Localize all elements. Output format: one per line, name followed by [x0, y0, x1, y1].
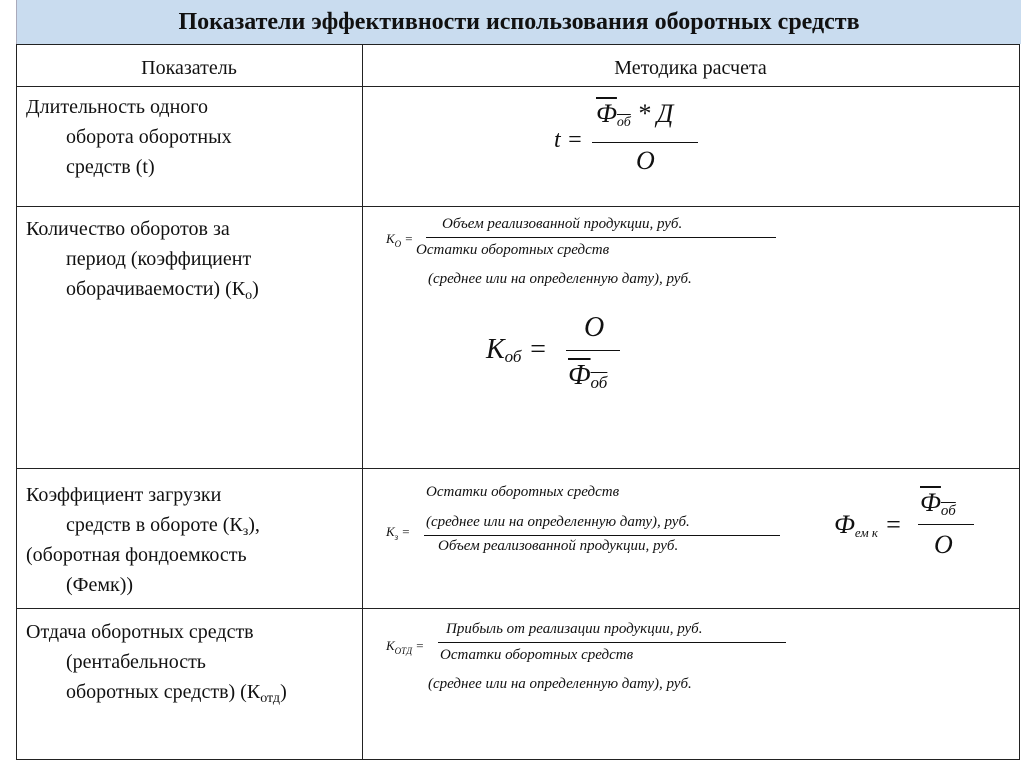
column-divider	[362, 44, 363, 760]
header-indicator: Показатель	[141, 57, 237, 79]
fraction-bar	[438, 642, 786, 643]
fraction-bar	[566, 350, 620, 351]
table-border-left	[16, 44, 17, 760]
fraction-bar	[918, 524, 974, 525]
title-bar	[16, 0, 1021, 44]
header-method: Методика расчета	[614, 57, 767, 79]
row-divider	[16, 206, 1020, 207]
header-divider	[16, 86, 1020, 87]
table-border-right	[1019, 44, 1020, 760]
fraction-bar	[424, 535, 780, 536]
table-border-top	[16, 44, 1020, 45]
indicator-cell: Отдача оборотных средств (рентабельность оборотных средств) $(К_{отд})$	[26, 621, 287, 706]
indicators-table: Показатель Методика расчета Длительность одного оборота оборотных средств (t) Количество оборотов за период (коэффициент оборачиваемости) $(К_о)$ Коэффициент загрузки средств в обороте $(К_з)$, (оборотная фондоемкость (Фемк)) Отдача оборотных средств (рентабельность оборотных средств) $(К_{отд})$ t = $Ф_{об}$ * Д О $К_О$ = Объем реализованной продукции, руб. Остатки оборотных средств (среднее или на определенную дату), руб. $К_{об}$ = О $Ф_{об}$ $К_з$ = Остатки оборотных средств (среднее или на определенную дату), руб. Объем реализованной продукции, руб. $Ф_{ем к}$ = $Ф_{об}$ О $К_{ОТД}$ = Прибыль от реализации продукции, руб. Остатки оборотных средств (среднее или на определенную дату), руб.	[16, 44, 1020, 760]
page-title: Показатели эффективности использования оборотных средств	[178, 9, 860, 35]
row-divider	[16, 468, 1020, 469]
indicator-cell: Количество оборотов за период (коэффициент оборачиваемости) $(К_о)$	[26, 218, 259, 303]
table-border-bottom	[16, 759, 1020, 760]
row-divider	[16, 608, 1020, 609]
fraction-bar	[592, 142, 698, 143]
indicator-cell: Длительность одного оборота оборотных средств (t)	[26, 96, 232, 178]
fraction-bar	[426, 237, 776, 238]
indicator-cell: Коэффициент загрузки средств в обороте $(К_з)$, (оборотная фондоемкость (Фемк))	[26, 484, 260, 596]
